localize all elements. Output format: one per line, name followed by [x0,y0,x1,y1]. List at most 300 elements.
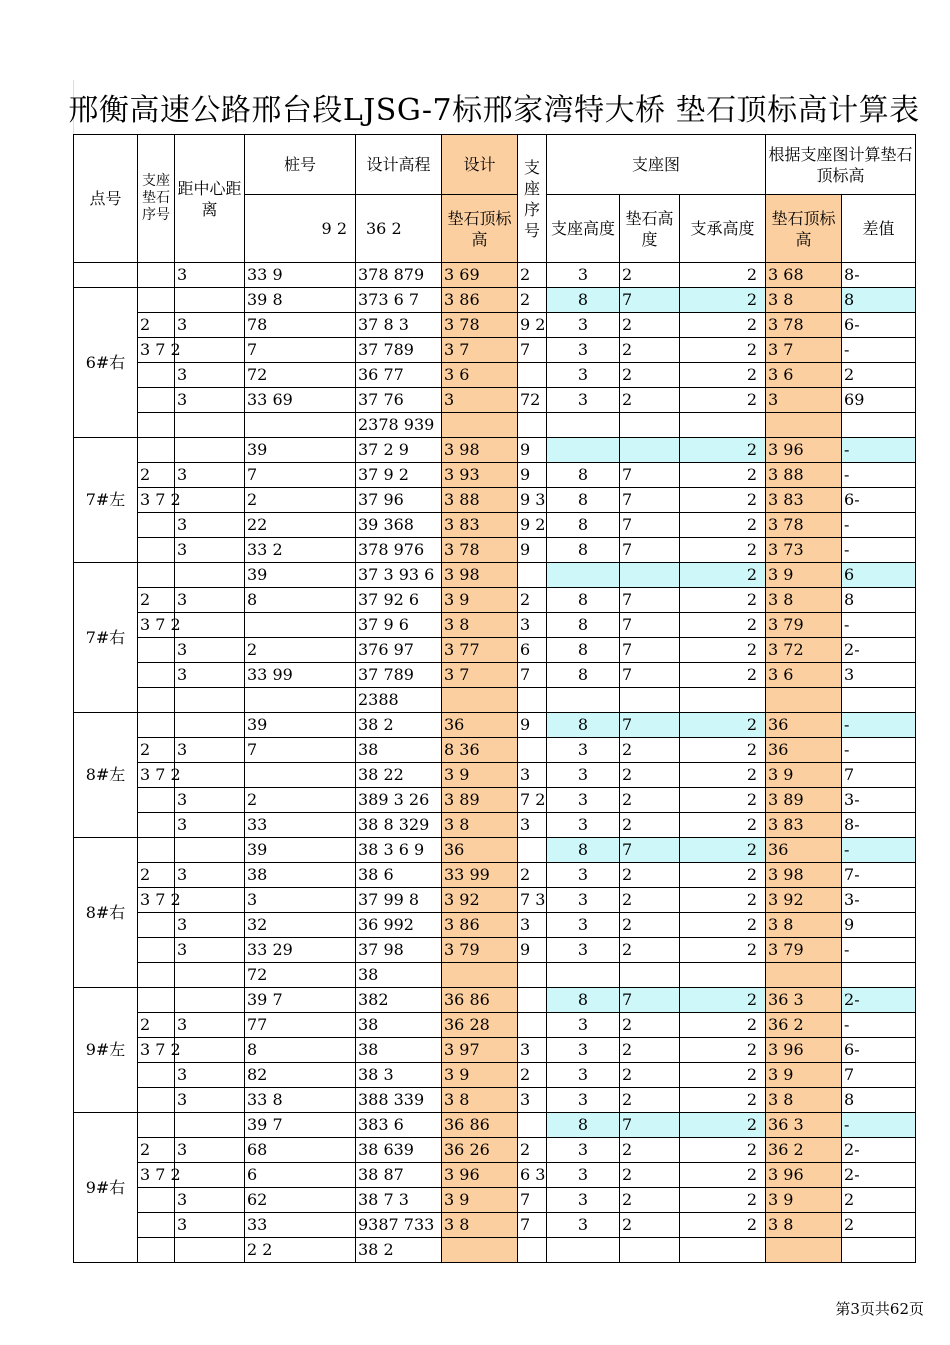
table-cell: 33 29 [245,938,356,963]
table-cell: 3 [175,738,245,763]
table-cell: 373 6 7 [356,288,442,313]
table-cell: 7 [620,513,680,538]
table-cell [766,963,842,988]
table-row [74,388,916,413]
table-cell: 3 [547,363,620,388]
table-cell: 3 8 [766,288,842,313]
table-cell [175,1038,245,1063]
table-cell: 2 [620,1088,680,1113]
table-cell: 3- [842,788,916,813]
table-cell: 7 [518,1188,547,1213]
table-cell: - [842,738,916,763]
table-cell [680,1238,766,1263]
table-cell: 2 [620,388,680,413]
table-cell: 38 [245,863,356,888]
table-cell: 9 2 [518,513,547,538]
table-cell: 3 9 [766,1188,842,1213]
table-cell: 2 [680,263,766,288]
table-cell: 2 [620,938,680,963]
table-cell: 36 26 [442,1138,518,1163]
header-seat-order: 支座序号 [518,135,547,263]
table-cell [620,963,680,988]
table-cell [175,888,245,913]
table-cell: 39 [245,713,356,738]
table-cell: 2 [620,888,680,913]
header-point: 点号 [74,135,138,263]
table-cell [138,1088,175,1113]
table-cell [175,688,245,713]
header-bearing-h: 支承高度 [680,195,766,263]
table-cell [138,1213,175,1238]
table-cell: 3 79 [442,938,518,963]
table-row [74,513,916,538]
table-row [74,1213,916,1238]
table-cell: 3 [518,1088,547,1113]
table-cell: 3 [518,613,547,638]
header-pile: 桩号 [245,135,356,195]
table-cell: 3 96 [766,1163,842,1188]
table-cell [138,788,175,813]
table-cell: 3 [175,1138,245,1163]
table-cell: 2 [138,1138,175,1163]
table-cell: 3 [547,388,620,413]
table-cell: 3 9 [442,588,518,613]
table-cell: 8 [547,713,620,738]
table-row [74,1238,916,1263]
table-cell: 7 [245,338,356,363]
table-cell: 3 [175,513,245,538]
table-cell: 2 [680,588,766,613]
table-cell [620,1238,680,1263]
table-cell [138,838,175,863]
table-cell: - [842,613,916,638]
table-cell: 6 [518,638,547,663]
table-cell [547,563,620,588]
point-label [74,263,138,288]
table-cell: 2 [680,888,766,913]
page-footer: 第3页共62页 [835,1300,924,1318]
table-cell: 33 99 [442,863,518,888]
table-cell: 3 [245,888,356,913]
table-cell: 2 [620,313,680,338]
table-cell: 7 [620,538,680,563]
table-row [74,1063,916,1088]
table-cell: 8- [842,813,916,838]
header-pile-sub: 9 2 [245,195,356,263]
table-cell: 3 93 [442,463,518,488]
table-cell: 3 77 [442,638,518,663]
table-cell: 2 [680,838,766,863]
table-cell: 3 [175,538,245,563]
table-cell: 38 6 [356,863,442,888]
table-row [74,713,916,738]
table-cell: 3 [547,938,620,963]
table-cell: 7 [518,663,547,688]
table-cell [547,413,620,438]
table-cell: 37 789 [356,338,442,363]
table-cell [175,1238,245,1263]
table-cell [138,263,175,288]
table-cell: 3 79 [766,613,842,638]
table-cell: 2 [842,1213,916,1238]
table-cell: 38 639 [356,1138,442,1163]
table-row [74,463,916,488]
table-cell [138,288,175,313]
table-cell: 2 [680,338,766,363]
table-cell: 3 [175,263,245,288]
table-row [74,438,916,463]
point-label: 7#右 [74,563,138,713]
table-cell: 2 [680,1113,766,1138]
table-cell: - [842,463,916,488]
table-cell [175,1163,245,1188]
table-cell: 32 [245,913,356,938]
table-cell: 9 [518,713,547,738]
table-cell: 7- [842,863,916,888]
table-cell: 2 [138,588,175,613]
table-cell: 38 8 329 [356,813,442,838]
table-cell: 2 [620,913,680,938]
table-cell: 7 [620,613,680,638]
table-cell [842,413,916,438]
table-cell: 3 9 [442,1063,518,1088]
table-cell: 3 7 2 [138,1163,175,1188]
table-cell: 3 [175,1213,245,1238]
table-cell: 3 [547,313,620,338]
table-cell: 3 6 [766,363,842,388]
header-elev-sub: 36 2 [356,195,442,263]
table-cell: 3 [547,1138,620,1163]
table-cell: 72 [245,363,356,388]
table-cell: 7 3 [518,888,547,913]
table-cell: 7 [620,288,680,313]
table-cell: 3 7 2 [138,488,175,513]
table-cell [680,688,766,713]
table-cell: 37 789 [356,663,442,688]
table-cell: 6 3 [518,1163,547,1188]
table-cell: 3 96 [766,1038,842,1063]
table-cell: 36 2 [766,1013,842,1038]
table-row [74,663,916,688]
point-label: 8#右 [74,838,138,988]
table-cell: 6 [842,563,916,588]
table-cell [518,738,547,763]
table-cell: 3 98 [442,563,518,588]
table-cell: 3 [547,888,620,913]
table-cell: 2 [680,438,766,463]
table-cell: 3 78 [766,513,842,538]
table-cell: 8 [842,588,916,613]
table-cell: 3 79 [766,938,842,963]
table-cell: 3 [175,913,245,938]
table-cell: 7 [620,988,680,1013]
table-cell: 3 73 [766,538,842,563]
table-cell: 2 [620,813,680,838]
table-cell: 2- [842,988,916,1013]
table-cell: 72 [518,388,547,413]
table-cell: 39 8 [245,288,356,313]
table-cell: 2 [680,1213,766,1238]
table-cell: 3 83 [766,488,842,513]
table-cell [442,963,518,988]
table-cell [518,963,547,988]
table-cell [766,413,842,438]
table-cell: 2 [680,663,766,688]
table-cell: 3 8 [442,1088,518,1113]
table-row [74,863,916,888]
table-cell: 3 [547,788,620,813]
table-cell: 3 88 [442,488,518,513]
table-cell [138,438,175,463]
table-cell: - [842,538,916,563]
table-cell: 8 [547,1113,620,1138]
table-cell: 2 [620,338,680,363]
table-cell: 2 [680,1013,766,1038]
table-cell: 8 [547,488,620,513]
table-cell: 37 2 9 [356,438,442,463]
table-cell: 6 [245,1163,356,1188]
table-cell: 8- [842,263,916,288]
table-cell: 3 7 [442,663,518,688]
table-cell: 37 99 8 [356,888,442,913]
table-cell [138,688,175,713]
table-cell: 6- [842,1038,916,1063]
table-cell [518,1113,547,1138]
table-row [74,1113,916,1138]
table-cell: 36 [442,838,518,863]
table-row [74,688,916,713]
title-box [68,80,920,134]
elevation-table [73,134,916,1263]
table-cell: 7 [620,663,680,688]
table-cell: 3 [175,638,245,663]
table-row [74,613,916,638]
table-cell: 38 2 [356,713,442,738]
table-cell: 2 [620,788,680,813]
table-cell [175,1113,245,1138]
table-cell: 3 89 [766,788,842,813]
table-cell: 376 97 [356,638,442,663]
table-cell [766,688,842,713]
table-cell: 2 [620,1038,680,1063]
table-body [74,263,916,1263]
table-cell: 9 [518,938,547,963]
table-cell: 3 [175,938,245,963]
table-cell: 7 [245,738,356,763]
table-cell: 3 [175,1088,245,1113]
table-cell: 3 [547,813,620,838]
table-cell: 33 69 [245,388,356,413]
table-cell: 39 [245,438,356,463]
table-cell: 2 [680,313,766,338]
table-cell [245,763,356,788]
table-cell: 3- [842,888,916,913]
table-row [74,988,916,1013]
table-cell: 3 9 [766,763,842,788]
table-cell: 33 99 [245,663,356,688]
table-cell: 2 [680,538,766,563]
table-cell: 3 8 [442,613,518,638]
table-cell: 3 88 [766,463,842,488]
table-cell: 2 [620,763,680,788]
table-cell: 2 [518,863,547,888]
table-cell [175,613,245,638]
table-cell: 33 2 [245,538,356,563]
table-cell: 36 28 [442,1013,518,1038]
header-diff: 差值 [842,195,916,263]
table-cell: 3 8 [766,1088,842,1113]
table-cell: 2 [680,788,766,813]
table-cell: 3 89 [442,788,518,813]
table-cell [518,413,547,438]
table-cell: 33 8 [245,1088,356,1113]
table-cell: - [842,438,916,463]
header-seat-no: 支座垫石序号 [138,135,175,263]
table-cell: 3 83 [766,813,842,838]
table-cell: 2 [680,813,766,838]
point-label: 8#左 [74,713,138,838]
table-cell [620,413,680,438]
table-cell: 3 7 2 [138,763,175,788]
table-cell: 7 [620,838,680,863]
table-cell [442,1238,518,1263]
table-cell [138,713,175,738]
table-cell: 2 [680,1063,766,1088]
table-row [74,638,916,663]
table-cell: 3 [518,763,547,788]
table-cell [175,963,245,988]
table-cell: 3 8 [442,813,518,838]
table-cell: 2 [680,613,766,638]
table-cell: 3 8 [442,1213,518,1238]
table-cell [842,963,916,988]
table-cell: 38 [356,963,442,988]
table-cell: 37 92 6 [356,588,442,613]
table-cell: 2 [245,488,356,513]
table-cell: 3 6 [442,363,518,388]
table-cell [547,1238,620,1263]
table-cell [175,713,245,738]
table-cell: 3 [175,813,245,838]
table-cell: 3 98 [442,438,518,463]
table-cell [245,613,356,638]
table-cell: 3 [175,588,245,613]
table-cell [138,563,175,588]
table-cell: 6- [842,313,916,338]
table-cell: 3 98 [766,863,842,888]
table-cell: 2 [138,863,175,888]
table-cell: 7 [518,1213,547,1238]
table-cell: - [842,1013,916,1038]
table-cell [138,1188,175,1213]
table-cell: 38 [356,1038,442,1063]
table-cell [680,413,766,438]
table-cell [138,988,175,1013]
table-cell: 3 8 [766,913,842,938]
table-cell: 9 [518,438,547,463]
table-cell: 2 [245,788,356,813]
table-cell: 2 [518,263,547,288]
table-cell: 39 [245,563,356,588]
table-cell: 2 [680,563,766,588]
table-cell: 7 [245,463,356,488]
table-cell: 36 992 [356,913,442,938]
table-row [74,963,916,988]
table-cell [138,663,175,688]
table-cell: 8 [245,1038,356,1063]
table-cell: 9 [518,538,547,563]
table-cell: 383 6 [356,1113,442,1138]
table-cell: 388 339 [356,1088,442,1113]
table-cell: 3 9 [442,1188,518,1213]
table-cell [175,563,245,588]
header-dist: 距中心距离 [175,135,245,263]
table-cell: 37 96 [356,488,442,513]
table-cell: 3 [175,663,245,688]
table-cell: 3 8 [766,1213,842,1238]
table-cell: 3 9 [766,563,842,588]
table-cell: 37 9 6 [356,613,442,638]
table-cell: 39 [245,838,356,863]
table-cell: 3 [518,913,547,938]
table-cell: 82 [245,1063,356,1088]
table-cell: - [842,1113,916,1138]
table-cell [442,688,518,713]
table-cell: 37 76 [356,388,442,413]
header-pad-top2: 垫石顶标高 [766,195,842,263]
table-cell: 3 [547,1038,620,1063]
table-cell: 3 7 2 [138,888,175,913]
point-label: 9#右 [74,1113,138,1263]
table-cell: 2388 [356,688,442,713]
table-cell [766,1238,842,1263]
table-cell [175,438,245,463]
table-cell: 36 86 [442,988,518,1013]
table-cell: 36 [766,738,842,763]
table-cell: 3 [547,1013,620,1038]
table-cell [518,363,547,388]
table-cell: 3 [547,1188,620,1213]
table-cell: 378 879 [356,263,442,288]
table-row [74,1013,916,1038]
table-cell: 38 [356,738,442,763]
table-cell: 77 [245,1013,356,1038]
table-cell: 2 [518,588,547,613]
table-cell [138,963,175,988]
table-cell [680,963,766,988]
table-cell: 2 [680,1138,766,1163]
table-cell: 378 976 [356,538,442,563]
table-cell: 8 [547,588,620,613]
table-cell [245,413,356,438]
table-cell: 2 [680,1088,766,1113]
page-title: 邢衡高速公路邢台段LJSG-7标邢家湾特大桥 垫石顶标高计算表 [68,93,920,128]
table-cell: 8 [842,288,916,313]
table-cell [547,688,620,713]
table-cell: 78 [245,313,356,338]
table-cell: 6- [842,488,916,513]
table-cell: - [842,938,916,963]
table-cell [138,938,175,963]
table-cell [138,413,175,438]
table-row [74,588,916,613]
table-cell: 7 [620,713,680,738]
table-cell: 382 [356,988,442,1013]
table-row [74,263,916,288]
table-cell: 2 [620,263,680,288]
table-cell: 3 96 [766,438,842,463]
table-cell: 3 92 [442,888,518,913]
